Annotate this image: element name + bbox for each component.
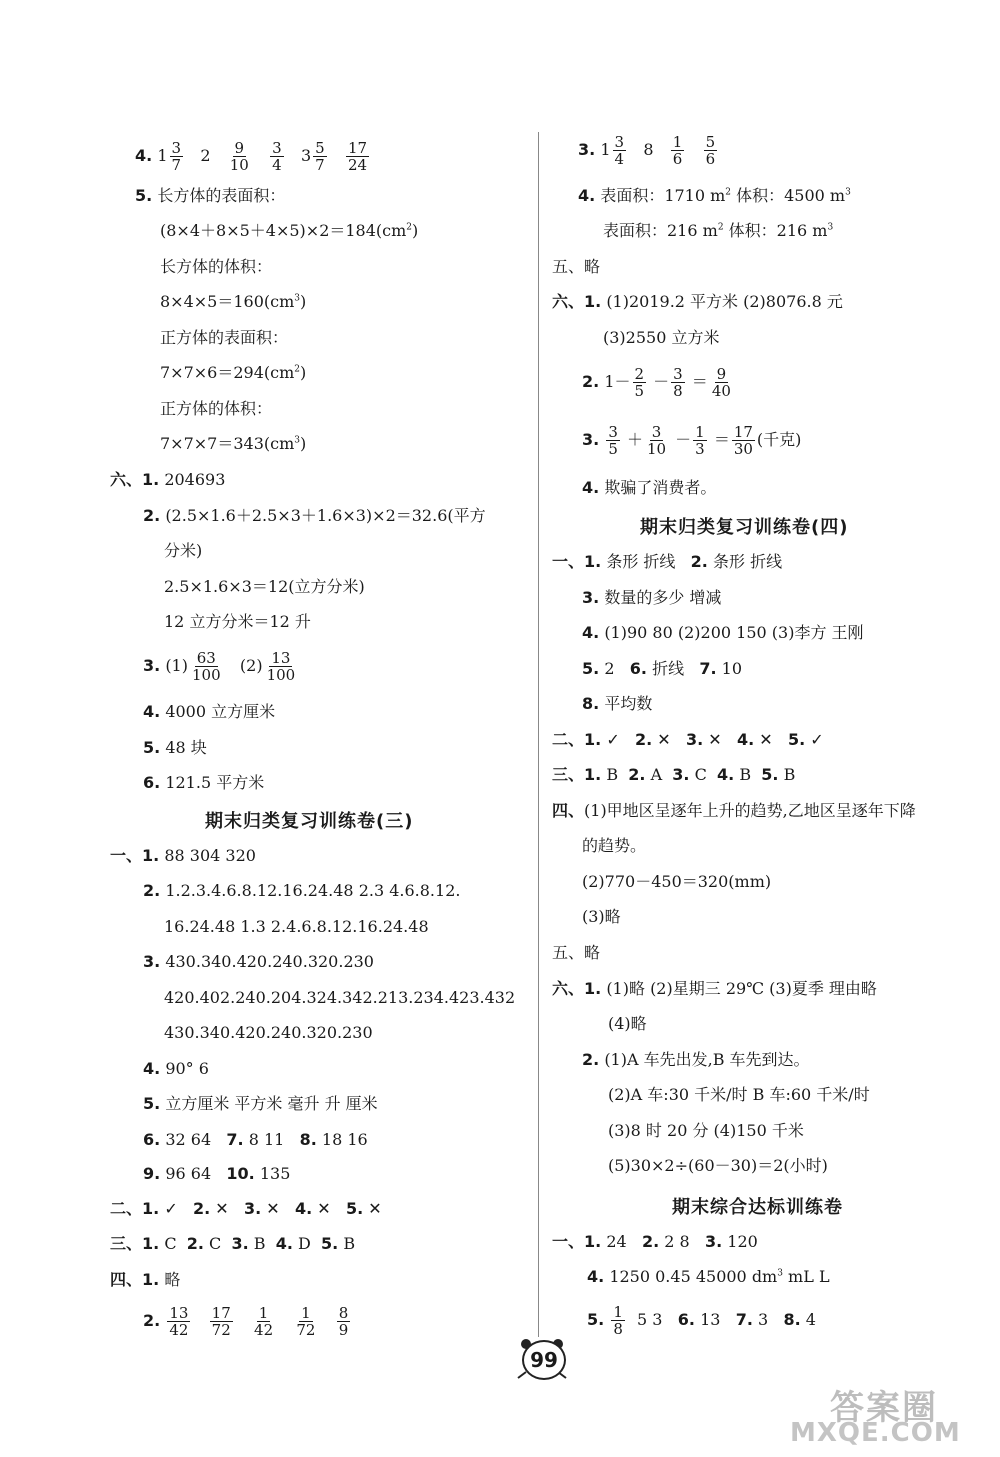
page-number: 99 [522, 1340, 566, 1380]
answer-5-line3: 长方体的体积： [160, 257, 273, 276]
p4-s6-q2-line2: (2)A 车:30 千米/时 B 车:60 千米/时 [608, 1085, 870, 1104]
answer-4-fractions: 4. 1 $\frac{3}{7}$ 2 $\frac{9}{10}$ $\frac{3}{4}$ 3 $\frac{5}{7}$ $\frac{17}{24}$ [135, 139, 368, 174]
section-6-q1: 六、1. 204693 [110, 470, 226, 489]
p4-s4-line1: 四、(1)甲地区呈逐年上升的趋势,乙地区呈逐年下降 [552, 801, 916, 820]
heading-review-paper-4: 期末归类复习训练卷(四) [640, 517, 849, 538]
p3-s1-q1: 一、1. 88 304 320 [110, 846, 256, 865]
p4-s6-q2-line3: (3)8 时 20 分 (4)150 千米 [608, 1121, 804, 1140]
p4-s4-line4: (3)略 [582, 907, 621, 926]
p4-s3-choice: 三、1. B 2. A 3. C 4. B 5. B [552, 765, 796, 784]
p3-s1-q5: 5. 立方厘米 平方米 毫升 升 厘米 [143, 1094, 378, 1113]
fraction: $\frac{1}{42}$ [254, 1304, 274, 1339]
fraction: $\frac{17}{24}$ [347, 139, 368, 174]
p3-s1-q3-line3: 430.340.420.240.320.230 [164, 1023, 373, 1042]
p4-s6-q1-line2: (4)略 [608, 1014, 647, 1033]
p4-s2-judgement: 二、1. ✓ 2. ✕ 3. ✕ 4. ✕ 5. ✓ [552, 730, 824, 749]
section-6-q1-line1: 六、1. (1)2019.2 平方米 (2)8076.8 元 [552, 292, 843, 311]
fraction: $\frac{13}{100}$ [266, 649, 296, 684]
fraction: $\frac{9}{40}$ [711, 365, 731, 400]
section-6-q1-line2: (3)2550 立方米 [603, 328, 720, 347]
p4-s1-q8: 8. 平均数 [582, 694, 653, 713]
section-6-q4: 4. 4000 立方厘米 [143, 702, 276, 721]
fraction: $\frac{1}{3}$ [695, 423, 705, 458]
answer-5-line7: 正方体的体积： [160, 399, 273, 418]
fraction: $\frac{3}{10}$ [646, 423, 667, 458]
p3-s4-q1: 四、1. 略 [110, 1270, 181, 1289]
fraction: $\frac{3}{5}$ [608, 423, 618, 458]
heading-review-paper-3: 期末归类复习训练卷(三) [205, 811, 414, 832]
fraction: $\frac{13}{42}$ [169, 1304, 189, 1339]
p4-s4-line2: 的趋势。 [582, 836, 647, 855]
fraction: $\frac{2}{5}$ [634, 365, 645, 400]
p3-s1-q6-8: 6. 32 64 7. 8 11 8. 18 16 [143, 1130, 368, 1149]
section-6-q2-line4: 12 立方分米＝12 升 [164, 612, 311, 631]
fraction: $\frac{17}{72}$ [211, 1304, 231, 1339]
fraction: $\frac{8}{9}$ [338, 1304, 349, 1339]
answer-5-line5: 正方体的表面积： [160, 328, 289, 347]
fraction: $\frac{3}{7}$ [171, 139, 182, 174]
fraction: $\frac{1}{6}$ [672, 133, 683, 168]
p4-s1-q4: 4. (1)90 80 (2)200 150 (3)李方 王刚 [582, 623, 864, 642]
fraction: $\frac{3}{4}$ [272, 139, 282, 174]
p3-s1-q3-line1: 3. 430.340.420.240.320.230 [143, 952, 374, 971]
section-6-q2-line3: 2.5×1.6×3＝12(立方分米) [164, 577, 365, 596]
section-6-q2: 2. 1－ $\frac{2}{5}$ － $\frac{3}{8}$ ＝ $\frac{9}{40}$ [582, 365, 731, 400]
page-number-badge [512, 1338, 572, 1378]
p3-s1-q4: 4. 90° 6 [143, 1059, 209, 1078]
p3-s4-q2-fractions: 2. $\frac{13}{42}$ $\frac{17}{72}$ $\frac{1}{42}$ $\frac{1}{72}$ $\frac{8}{9}$ [143, 1304, 349, 1339]
heading-final-comprehensive-paper: 期末综合达标训练卷 [672, 1197, 843, 1218]
fraction: $\frac{3}{8}$ [673, 365, 683, 400]
p3-s1-q2-line1: 2. 1.2.3.4.6.8.12.16.24.48 2.3 4.6.8.12. [143, 881, 461, 900]
answer-5-line4: $8\times 4\times 5=160(cm^3)$ [160, 292, 307, 311]
p3-s1-q3-line2: 420.402.240.204.324.342.213.234.423.432 [164, 988, 516, 1007]
section-6-q5: 5. 48 块 [143, 738, 207, 757]
fraction: $\frac{9}{10}$ [229, 139, 249, 174]
p4-s4-line3: (2)770－450＝320(mm) [582, 872, 772, 891]
p3-s3-choice: 三、1. C 2. C 3. B 4. D 5. B [110, 1234, 356, 1253]
p4-s6-q2-line4: (5)30×2÷(60－30)＝2(小时) [608, 1156, 828, 1175]
fraction: $\frac{3}{4}$ [614, 133, 625, 168]
p3-s1-q2-line2: 16.24.48 1.3 2.4.6.8.12.16.24.48 [164, 917, 429, 936]
section-6-q6: 6. 121.5 平方米 [143, 773, 265, 792]
p3-s2-judgement: 二、1. ✓ 2. ✕ 3. ✕ 4. ✕ 5. ✕ [110, 1199, 382, 1218]
fraction: $\frac{1}{8}$ [613, 1303, 623, 1338]
answer-4-line2: 表面积：216 $m^2$ 体积：216 $m^3$ [603, 221, 834, 240]
p4-s1-q5-7: 5. 2 6. 折线 7. 10 [582, 659, 743, 678]
fraction: $\frac{5}{7}$ [315, 139, 325, 174]
section-6-q2-line1: 2. (2.5×1.6＋2.5×3＋1.6×3)×2＝32.6(平方 [143, 506, 486, 525]
answer-5-line1: 5. 长方体的表面积： [135, 186, 286, 205]
section-6-q3: 3. $\frac{3}{5}$ ＋ $\frac{3}{10}$ － $\frac{1}{3}$ ＝ $\frac{17}{30}$ (千克) [582, 423, 802, 458]
answer-3-fractions: 3. 1 $\frac{3}{4}$ 8 $\frac{1}{6}$ $\frac{5}{6}$ [578, 133, 716, 168]
site-watermark: 答案圈 MXQE.COM [790, 1388, 961, 1448]
column-divider [538, 132, 539, 1337]
p4-s5-answer: 五、略 [552, 943, 601, 962]
fraction: $\frac{17}{30}$ [733, 423, 753, 458]
section-6-q4: 4. 欺骗了消费者。 [582, 478, 717, 497]
p4-s6-q2-line1: 2. (1)A 车先出发,B 车先到达。 [582, 1050, 810, 1069]
answer-5-line2: $(8\times 4+8\times 5+4\times 5)\times 2=184(cm^2)$ [160, 221, 419, 240]
p4-s6-q1-line1: 六、1. (1)略 (2)星期三 29℃ (3)夏季 理由略 [552, 979, 877, 998]
fraction: $\frac{5}{6}$ [705, 133, 716, 168]
answer-4-line1: 4. 表面积：1710 $m^2$ 体积：4500 $m^3$ [578, 186, 851, 205]
answer-5-line6: $7\times 7\times 6=294(cm^2)$ [160, 363, 307, 382]
section-6-q2-line2: 分米) [164, 541, 203, 560]
answer-5-line8: $7\times 7\times 7=343(cm^3)$ [160, 434, 307, 453]
p4-s1-q1-2: 一、1. 条形 折线 2. 条形 折线 [552, 552, 783, 571]
fraction: $\frac{1}{72}$ [296, 1304, 316, 1339]
fraction: $\frac{63}{100}$ [191, 649, 221, 684]
p5-s1-q4: 4. 1250 0.45 45000 $dm^3$ mL L [587, 1267, 830, 1286]
section-6-q3: 3. (1) $\frac{63}{100}$ (2) $\frac{13}{100}$ [143, 649, 296, 684]
section-5-answer: 五、略 [552, 257, 601, 276]
p5-s1-q1-3: 一、1. 24 2. 2 8 3. 120 [552, 1232, 758, 1251]
p5-s1-q5-8: 5. $\frac{1}{8}$ 5 3 6. 13 7. 3 8. 4 [587, 1303, 816, 1338]
p4-s1-q3: 3. 数量的多少 增减 [582, 588, 722, 607]
p3-s1-q9-10: 9. 96 64 10. 135 [143, 1164, 291, 1183]
